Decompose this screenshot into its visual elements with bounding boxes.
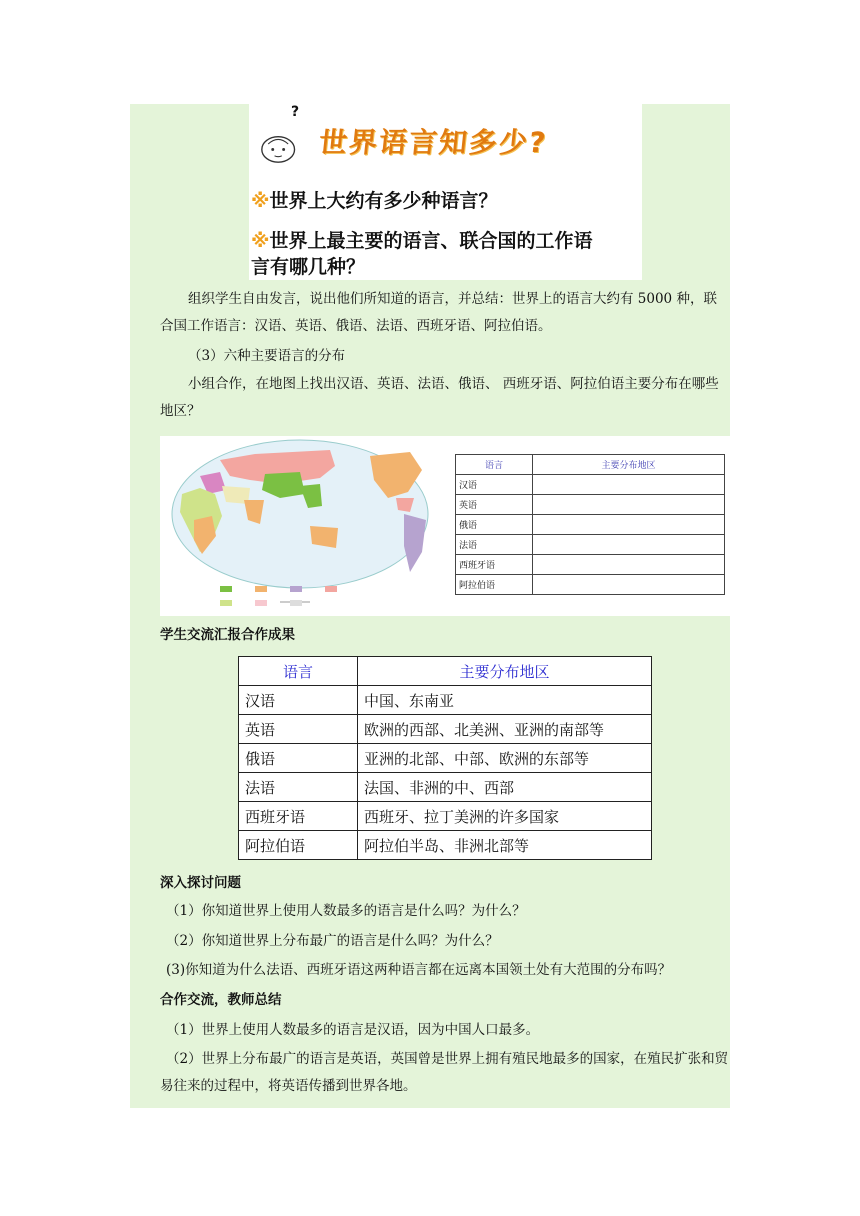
table-row: 西班牙语 西班牙、拉丁美洲的许多国家 [239, 802, 652, 831]
table-row: 法语 法国、非洲的中、西部 [239, 773, 652, 802]
deep-question-2: （2）你知道世界上分布最广的语言是什么吗？为什么？ [166, 933, 499, 949]
table-cell: 西班牙语 [456, 555, 533, 575]
world-map-icon [160, 436, 450, 616]
deep-question-3: (3)你知道为什么法语、西班牙语这两种语言都在远离本国领土处有大范围的分布吗？ [166, 962, 672, 978]
section-deep-heading: 深入探讨问题 [160, 875, 241, 891]
table-cell: 俄语 [456, 515, 533, 535]
thinking-face-icon [257, 124, 303, 164]
table-row: 英语 欧洲的西部、北美洲、亚洲的南部等 [239, 715, 652, 744]
table-header: 语言 [456, 455, 533, 475]
section-summary-heading: 合作交流，教师总结 [160, 992, 282, 1008]
table-row: 阿拉伯语 阿拉伯半岛、非洲北部等 [239, 831, 652, 860]
table-cell: 法语 [456, 535, 533, 555]
language-distribution-table [238, 656, 652, 860]
table-header: 语言 [239, 657, 358, 686]
table-cell: 阿拉伯语 [456, 575, 533, 595]
answer-1: （1）世界上使用人数最多的语言是汉语，因为中国人口最多。 [166, 1022, 540, 1038]
paragraph-summary: 组织学生自由发言，说出他们所知道的语言，并总结：世界上的语言大约有 5000 种，联合国工作语言：汉语、英语、俄语、法语、西班牙语、阿拉伯语。 [160, 291, 717, 334]
table-header: 主要分布地区 [533, 455, 725, 475]
world-language-map-figure [160, 436, 730, 616]
deep-question-1: （1）你知道世界上使用人数最多的语言是什么吗？为什么？ [166, 903, 526, 919]
table-row: 汉语 中国、东南亚 [239, 686, 652, 715]
table-header: 主要分布地区 [358, 657, 652, 686]
table-cell: 汉语 [456, 475, 533, 495]
banner-title: 世界语言知多少? [317, 126, 550, 159]
question-mark: ? [291, 104, 300, 120]
section-exchange-heading: 学生交流汇报合作成果 [160, 627, 295, 643]
banner-question-1: ※世界上大约有多少种语言？ [251, 190, 498, 212]
banner-question-2: ※世界上最主要的语言、联合国的工作语 [251, 230, 593, 252]
paragraph-task: 小组合作，在地图上找出汉语、英语、法语、俄语、 西班牙语、阿拉伯语主要分布在哪些地区？ [160, 376, 719, 419]
table-row: 俄语 亚洲的北部、中部、欧洲的东部等 [239, 744, 652, 773]
empty-worksheet-table [455, 454, 725, 595]
banner-question-2-cont: 言有哪几种？ [251, 256, 366, 278]
banner-image [249, 104, 642, 280]
section-heading-3: （3）六种主要语言的分布 [188, 348, 346, 364]
answer-2: （2）世界上分布最广的语言是英语，英国曾是世界上拥有殖民地最多的国家，在殖民扩张和贸易往来的过程中，将英语传播到世界各地。 [160, 1051, 729, 1094]
table-cell: 英语 [456, 495, 533, 515]
